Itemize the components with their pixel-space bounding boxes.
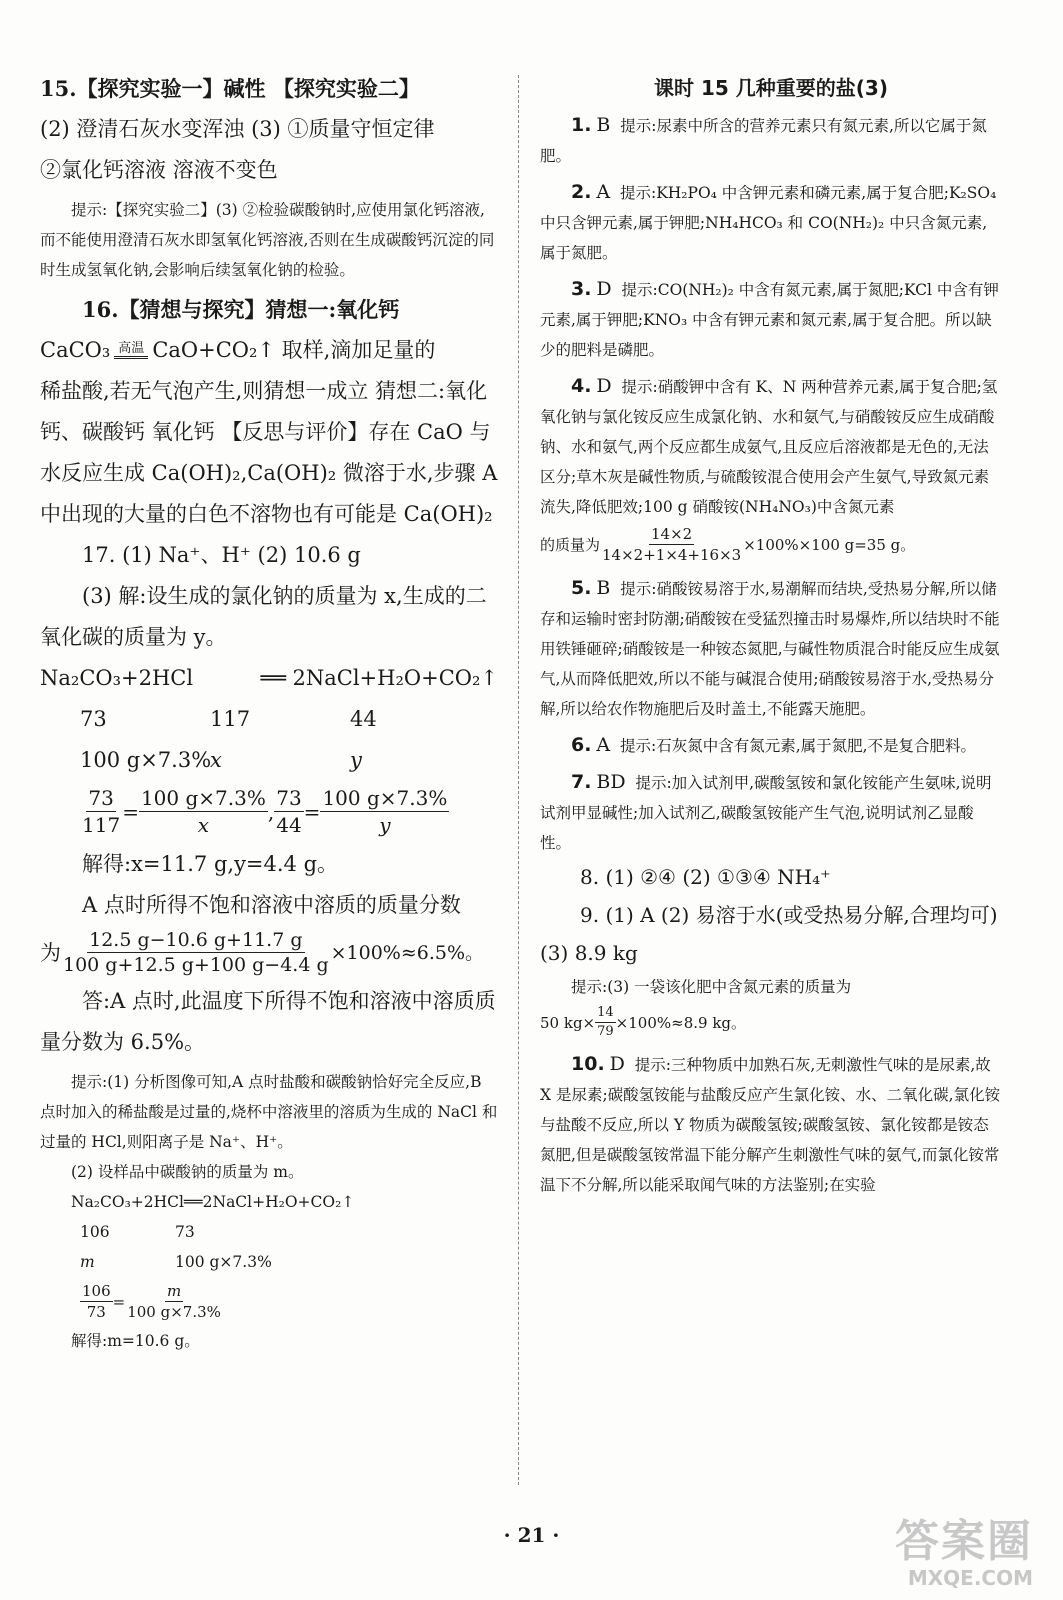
- lesson-heading: 课时 15 几种重要的盐(3): [654, 76, 888, 100]
- fraction: $\frac{73}{44}$: [276, 786, 302, 837]
- q17-answer: 答:A 点时,此温度下所得不饱和溶液中溶质质量分数为 6.5%。: [40, 989, 496, 1054]
- q17-hint-rx: Na₂CO₃+2HCl══2NaCl+H₂O+CO₂↑: [71, 1193, 355, 1211]
- q17-rx-mass: [40, 699, 498, 740]
- answer-item-4: 4. D 提示:硝酸钾中含有 K、N 两种营养元素,属于复合肥;氢氧化钠与氯化铵反应生成氯化钠、水和氨气,与硝酸铵反应生成硝酸钠、水和氨气,两个反应都生成氨气,且反应后溶液都是无色的,无法区分;草木灰是碱性物质,与硫酸铵混合使用会产生氨气,导致氮元素流失,降低肥效;100 g 硝酸铵(NH₄NO₃)中含氮元素: [540, 375, 998, 516]
- rx-mass: 106: [80, 1223, 110, 1241]
- fraction: $\frac{73}{117}$: [82, 786, 121, 837]
- q17-line2: (3) 解:设生成的氯化钠的质量为 x,生成的二氧化碳的质量为 y。: [40, 584, 487, 649]
- rx-mass: 73: [80, 707, 107, 731]
- q17-hint-var: [40, 1247, 498, 1277]
- fraction: $\frac{100 g\times 7.3\%}{x}$: [140, 786, 266, 837]
- q16-equation: [40, 330, 498, 371]
- rx-var: m: [80, 1253, 95, 1271]
- fraction: $\frac{14\times 2}{14\times 2+1\times 4+16\times 3}$: [602, 525, 742, 564]
- fraction: $\frac{12.5 g-10.6 g+11.7 g}{100 g+12.5 g+100 g-4.4 g}$: [63, 929, 329, 976]
- rx-mass: 73: [175, 1223, 195, 1241]
- q16-eq-sign: [114, 342, 148, 359]
- answer-item-1: 1. B 提示:尿素中所含的营养元素只有氮元素,所以它属于氮肥。: [540, 114, 987, 165]
- q16-eq-condition: 高温: [114, 342, 148, 359]
- q17-fraction-row: [40, 928, 498, 977]
- q17-hint2: (2) 设样品中碳酸钠的质量为 m。: [71, 1163, 304, 1181]
- fraction: $\frac{100 g\times 7.3\%}{y}$: [322, 786, 448, 837]
- q17-hint1: 提示:(1) 分析图像可知,A 点时盐酸和碳酸钠恰好完全反应,B 点时加入的稀盐酸是过量的,烧杯中溶液里的溶质为生成的 NaCl 和过量的 HCl,则阳离子是 Na⁺、H⁺。: [40, 1073, 498, 1151]
- q15-line1: 15.【探究实验一】碱性 【探究实验二】: [40, 76, 420, 101]
- q9-tail: ×100%≈8.9 kg。: [615, 1013, 747, 1032]
- answer-item-8: 8. (1) ②④ (2) ①③④ NH₄⁺: [580, 865, 831, 889]
- q16-line1: 16.【猜想与探究】猜想一:氧化钙: [82, 297, 400, 322]
- q17-solve: 解得:x=11.7 g,y=4.4 g。: [82, 852, 339, 876]
- q17-hint-prop: $\frac{106}{73}$ = $\frac{m}{100 g\times 7.3\%}$: [82, 1282, 221, 1321]
- rx-mass: 117: [210, 707, 251, 731]
- q17-rx-right: ══ 2NaCl+H₂O+CO₂↑: [260, 666, 498, 690]
- q16-text: 稀盐酸,若无气泡产生,则猜想一成立 猜想二:氧化钙、碳酸钙 氧化钙 【反思与评价】存在 CaO 与水反应生成 Ca(OH)₂,Ca(OH)₂ 微溶于水,步骤 A 中出现的大量的白色不溶物也有可能是 Ca(OH)₂: [40, 379, 498, 526]
- q17-wei: 为: [40, 940, 61, 965]
- q17-frac-tail: ×100%≈6.5%。: [330, 941, 485, 964]
- q9-calc: [540, 1004, 1002, 1041]
- rx-mass: 44: [350, 707, 377, 731]
- answer-item-9: 9. (1) A (2) 易溶于水(或受热易分解,合理均可) (3) 8.9 kg: [540, 903, 998, 965]
- watermark: [863, 1505, 1033, 1590]
- answer-item-2: 2. A 提示:KH₂PO₄ 中含钾元素和磷元素,属于复合肥;K₂SO₄ 中只含钾元素,属于钾肥;NH₄HCO₃ 和 CO(NH₂)₂ 中只含氮元素,属于氮肥。: [540, 181, 997, 262]
- q9-hint: 提示:(3) 一袋该化肥中含氮元素的质量为: [571, 978, 852, 996]
- answer-item-7: 7. BD 提示:加入试剂甲,碳酸氢铵和氯化铵能产生氨味,说明试剂甲显碱性;加入试剂乙,碳酸氢铵能产生气泡,说明试剂乙显酸性。: [540, 771, 992, 852]
- page-number: · 21 ·: [503, 1523, 560, 1547]
- q4-mass-pre: 的质量为: [540, 535, 601, 554]
- right-column: [540, 68, 1002, 1200]
- q16-eq-left: CaCO₃: [40, 338, 111, 362]
- fraction: $\frac{14}{79}$: [597, 1005, 614, 1039]
- q17-hint-mass: [40, 1217, 498, 1247]
- q9-pre: 50 kg×: [540, 1013, 596, 1032]
- fraction: $\frac{106}{73}$: [82, 1282, 111, 1321]
- watermark-text: 答案圈: [895, 1516, 1033, 1567]
- watermark-url: MXQE.COM: [907, 1566, 1033, 1590]
- answer-item-6: 6. A 提示:石灰氮中含有氮元素,属于氮肥,不是复合肥料。: [571, 734, 977, 756]
- column-divider: [518, 75, 519, 1485]
- q17-a-text: A 点时所得不饱和溶液中溶质的质量分数: [82, 893, 461, 917]
- q17-line1: 17. (1) Na⁺、H⁺ (2) 10.6 g: [82, 543, 361, 567]
- rx-var: x: [210, 748, 222, 772]
- q17-rx-var: [40, 740, 498, 781]
- q15-hint: 提示:【探究实验二】(3) ②检验碳酸钠时,应使用氯化钙溶液,而不能使用澄清石灰水即氢氧化钙溶液,否则在生成碳酸钙沉淀的同时生成氢氧化钠,会影响后续氢氧化钠的检验。: [40, 201, 495, 279]
- q15-line3: ②氯化钙溶液 溶液不变色: [40, 158, 278, 182]
- rx-var: 100 g×7.3%: [80, 748, 212, 772]
- q15-line2: (2) 澄清石灰水变浑浊 (3) ①质量守恒定律: [40, 117, 435, 141]
- q17-rx-left: Na₂CO₃+2HCl: [40, 666, 194, 690]
- fraction: $\frac{m}{100 g\times 7.3\%}$: [127, 1282, 221, 1321]
- rx-var: 100 g×7.3%: [175, 1253, 272, 1271]
- answer-item-3: 3. D 提示:CO(NH₂)₂ 中含有氮元素,属于氮肥;KCl 中含有钾元素,属于钾肥;KNO₃ 中含有钾元素和氮元素,属于复合肥。所以缺少的肥料是磷肥。: [540, 278, 999, 359]
- q16-eq-right: CaO+CO₂↑ 取样,滴加足量的: [152, 338, 436, 362]
- q17-proportions: $\frac{73}{117}$ = $\frac{100 g\times 7.3\%}{x}$ , $\frac{73}{44}$ = $\frac{100 g\times 7.3\%}{y}$: [82, 786, 448, 837]
- q17-hint-solve: 解得:m=10.6 g。: [71, 1332, 200, 1350]
- answer-item-5: 5. B 提示:硝酸铵易溶于水,易潮解而结块,受热易分解,所以储存和运输时密封防潮;硝酸铵在受猛烈撞击时易爆炸,所以结块时不能用铁锤砸碎;硝酸铵是一种铵态氮肥,与碱性物质混合时能反应生成氨气,从而降低肥效,所以不能与碱混合使用;硝酸铵易溶于水,受热易分解,所以给农作物施肥后及时盖土,不能露天施肥。: [540, 577, 1000, 718]
- answer-item-10: 10. D 提示:三种物质中加熟石灰,无刺激性气味的是尿素,故 X 是尿素;碳酸氢铵能与盐酸反应产生氯化铵、水、二氧化碳,氯化铵与盐酸不反应,所以 Y 物质为碳酸氢铵;碳酸氢铵、氯化铵都是铵态氮肥,但是碳酸氢铵常温下能分解产生刺激性气味的氨气,而氯化铵常温下不分解,所以能采取闻气味的方法鉴别;在实验: [540, 1053, 1001, 1194]
- q4-mass-row: [540, 524, 1002, 565]
- q4-frac-tail: ×100%×100 g=35 g。: [743, 535, 916, 554]
- rx-var: y: [350, 748, 362, 772]
- q17-reaction: [40, 658, 498, 699]
- left-column: [40, 68, 498, 1356]
